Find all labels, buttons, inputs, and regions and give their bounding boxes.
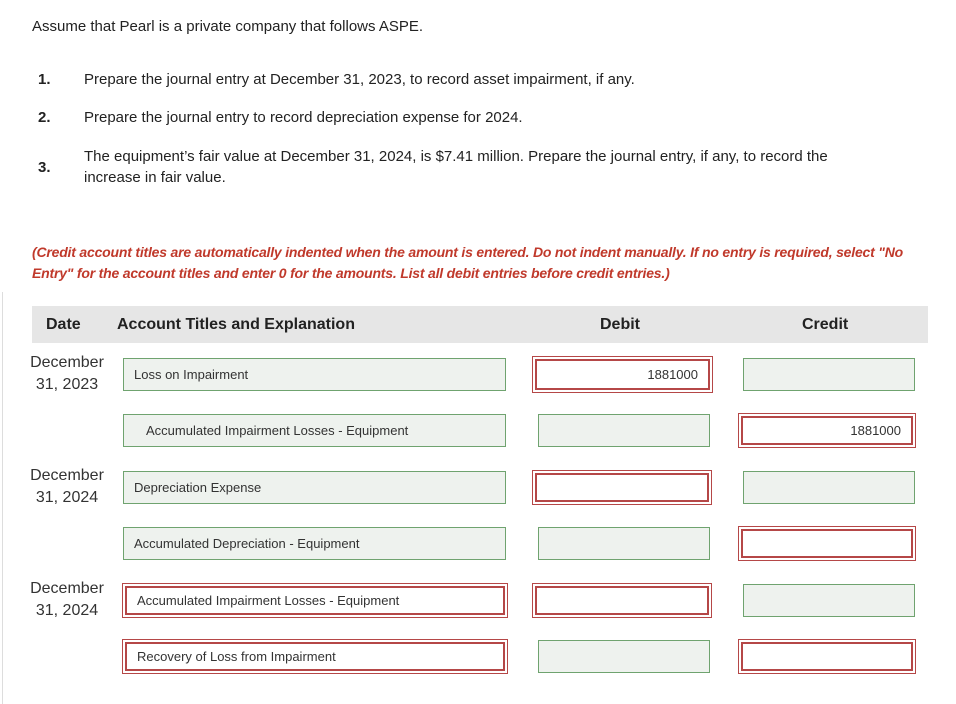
account-title-input[interactable]: Depreciation Expense xyxy=(123,471,506,504)
header-debit: Debit xyxy=(600,316,640,333)
header-account: Account Titles and Explanation xyxy=(117,316,355,333)
requirement-number: 1. xyxy=(38,71,51,88)
header-credit: Credit xyxy=(802,316,849,333)
credit-input[interactable] xyxy=(743,584,915,617)
requirement-text: Prepare the journal entry to record depreciation expense for 2024. xyxy=(84,109,523,126)
requirement-3 xyxy=(38,146,918,190)
entry-date: December 31, 2023 xyxy=(30,354,104,393)
requirement-1 xyxy=(38,69,918,91)
debit-input[interactable] xyxy=(538,640,710,673)
entry-date: December 31, 2024 xyxy=(30,467,104,506)
instructions: (Credit account titles are automatically indented when the amount is entered. Do not indent manually. If no entry is required, select "No Entry" for the account titles and enter 0 for the amounts. List all debit entries before credit entries.) xyxy=(32,244,903,281)
account-title-input[interactable]: Loss on Impairment xyxy=(123,358,506,391)
account-title-input[interactable]: Recovery of Loss from Impairment xyxy=(125,642,505,671)
intro-text: Assume that Pearl is a private company that follows ASPE. xyxy=(32,18,424,35)
entry-date: December 31, 2024 xyxy=(30,580,104,619)
debit-input[interactable] xyxy=(538,527,710,560)
account-title-input[interactable]: Accumulated Depreciation - Equipment xyxy=(123,527,506,560)
left-border xyxy=(2,292,3,704)
requirement-2 xyxy=(38,107,918,129)
credit-input[interactable] xyxy=(743,471,915,504)
debit-input[interactable] xyxy=(535,473,709,502)
credit-input[interactable] xyxy=(741,642,913,671)
credit-input[interactable]: 1881000 xyxy=(741,416,913,445)
account-title-input[interactable]: Accumulated Impairment Losses - Equipment xyxy=(123,414,506,447)
requirement-text: The equipment’s fair value at December 31, 2024, is $7.41 million. Prepare the journal entry, if any, to record the increase in fair value. xyxy=(84,148,828,186)
credit-input[interactable] xyxy=(741,529,913,558)
debit-input[interactable] xyxy=(538,414,710,447)
requirement-text: Prepare the journal entry at December 31, 2023, to record asset impairment, if any. xyxy=(84,71,635,88)
debit-input[interactable]: 1881000 xyxy=(535,359,710,390)
requirement-number: 3. xyxy=(38,159,51,176)
table-header xyxy=(32,306,928,343)
credit-input[interactable] xyxy=(743,358,915,391)
debit-input[interactable] xyxy=(535,586,709,615)
account-title-input[interactable]: Accumulated Impairment Losses - Equipment xyxy=(125,586,505,615)
header-date: Date xyxy=(46,316,81,333)
requirement-number: 2. xyxy=(38,109,51,126)
